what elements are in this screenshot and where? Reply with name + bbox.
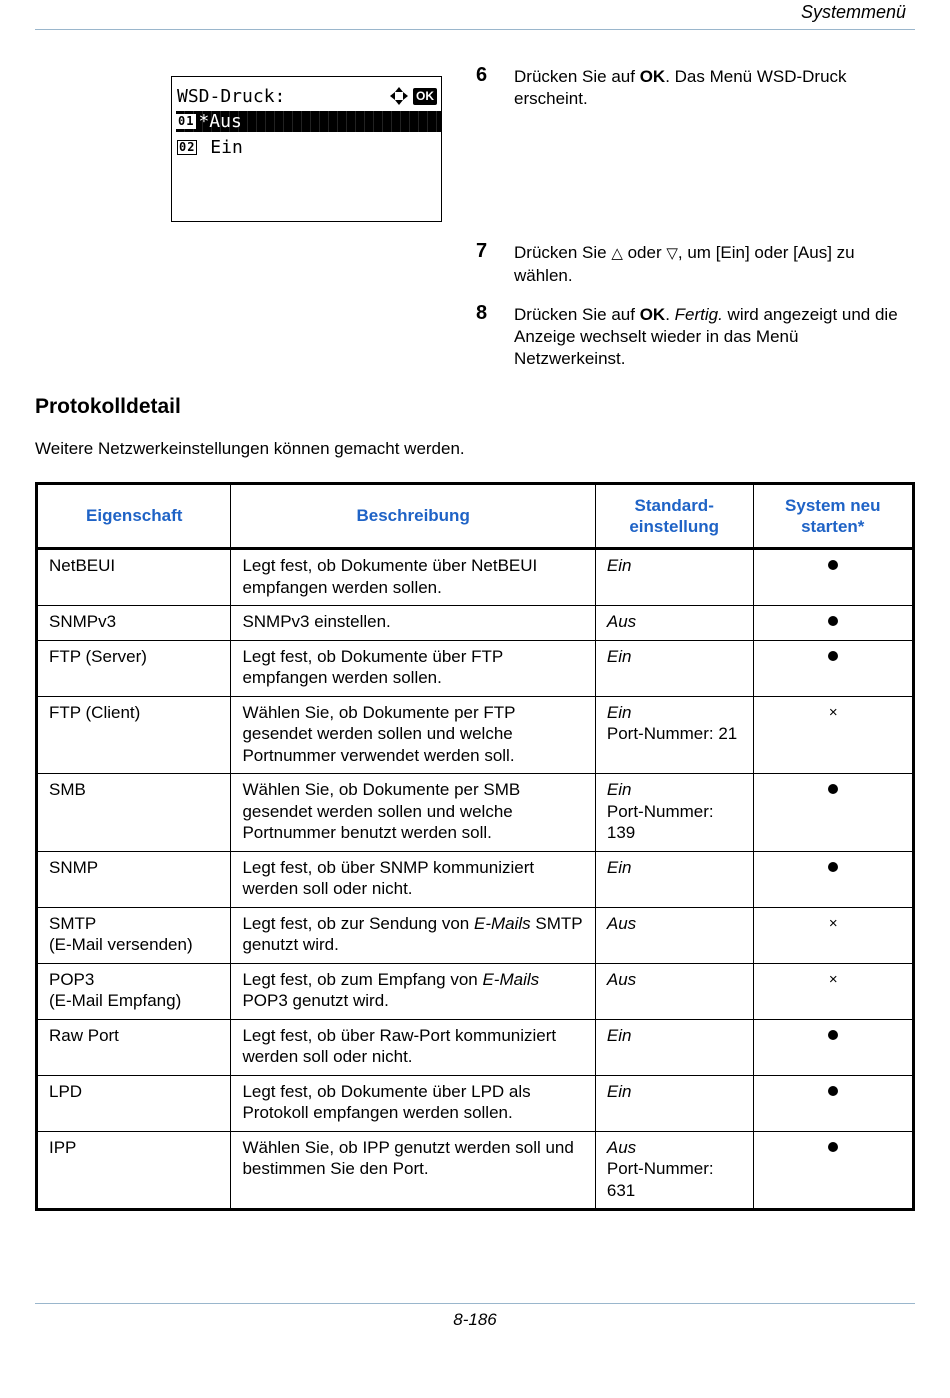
bullet-dot-icon — [828, 784, 838, 794]
step-text: Drücken Sie auf OK. Fertig. wird angezeigt und die Anzeige wechselt wieder in das Menü Netzwerkeinst. — [514, 305, 898, 368]
bullet-dot-icon — [828, 1030, 838, 1040]
restart-cell — [753, 549, 913, 606]
restart-cell — [753, 907, 913, 963]
lcd-option-number: 02 — [179, 140, 196, 154]
footer-divider — [35, 1303, 915, 1304]
property-cell: SNMPv3 — [37, 606, 231, 641]
property-cell: SMTP (E-Mail versenden) — [37, 907, 231, 963]
cross-mark: × — [828, 703, 838, 721]
restart-cell — [753, 606, 913, 641]
bullet-dot-icon — [828, 616, 838, 626]
default-cell: Ein Port-Nummer: 21 — [595, 696, 753, 774]
property-cell: SMB — [37, 774, 231, 852]
restart-cell — [753, 851, 913, 907]
restart-cell — [753, 1131, 913, 1210]
column-header-restart: System neu starten* — [753, 484, 913, 549]
table-row — [37, 549, 914, 606]
lcd-option-label: Ein — [199, 137, 243, 158]
description-cell: Wählen Sie, ob Dokumente per SMB gesendet werden sollen und welche Portnummer benutzt werden soll. — [231, 774, 595, 852]
table-row — [37, 963, 914, 1019]
table-row — [37, 851, 914, 907]
table-row — [37, 1019, 914, 1075]
description-cell: Wählen Sie, ob IPP genutzt werden soll und bestimmen Sie den Port. — [231, 1131, 595, 1210]
table-row — [37, 696, 914, 774]
default-cell: Aus — [595, 907, 753, 963]
property-cell: FTP (Server) — [37, 640, 231, 696]
lcd-option-number: 01 — [178, 114, 195, 128]
lcd-option — [177, 137, 441, 158]
column-header-default: Standard- einstellung — [595, 484, 753, 549]
default-cell: Ein — [595, 1075, 753, 1131]
table-header-row — [37, 484, 914, 549]
restart-cell — [753, 696, 913, 774]
property-cell: NetBEUI — [37, 549, 231, 606]
lcd-title: WSD-Druck: — [177, 86, 286, 107]
description-cell: SNMPv3 einstellen. — [231, 606, 595, 641]
lcd-option-label: *Aus — [198, 111, 242, 132]
property-cell: LPD — [37, 1075, 231, 1131]
default-cell: Ein Port-Nummer: 139 — [595, 774, 753, 852]
default-cell: Aus — [595, 963, 753, 1019]
description-cell: Legt fest, ob Dokumente über NetBEUI empfangen werden sollen. — [231, 549, 595, 606]
header-divider — [35, 29, 915, 30]
table-row — [37, 907, 914, 963]
default-cell: Aus Port-Nummer: 631 — [595, 1131, 753, 1210]
section-intro: Weitere Netzwerkeinstellungen können gemacht werden. — [35, 439, 465, 458]
property-cell: Raw Port — [37, 1019, 231, 1075]
ok-key-icon: OK — [413, 88, 437, 105]
bullet-dot-icon — [828, 651, 838, 661]
four-way-arrow-icon — [389, 86, 409, 106]
default-cell: Ein — [595, 640, 753, 696]
property-cell: SNMP — [37, 851, 231, 907]
step-number: 7 — [476, 240, 488, 262]
description-cell: Wählen Sie, ob Dokumente per FTP gesendet werden sollen und welche Portnummer verwendet werden soll. — [231, 696, 595, 774]
cross-mark: × — [828, 970, 838, 988]
table-row — [37, 774, 914, 852]
property-cell: IPP — [37, 1131, 231, 1210]
bullet-dot-icon — [828, 1086, 838, 1096]
default-cell: Ein — [595, 549, 753, 606]
restart-cell — [753, 774, 913, 852]
up-triangle-icon: △ — [611, 245, 623, 262]
step-number: 6 — [476, 64, 488, 86]
cross-mark: × — [828, 914, 838, 932]
description-cell: Legt fest, ob zum Empfang von E-Mails POP3 genutzt wird. — [231, 963, 595, 1019]
column-header-property: Eigenschaft — [37, 484, 231, 549]
table-row — [37, 1131, 914, 1210]
description-cell: Legt fest, ob Dokumente über FTP empfangen werden sollen. — [231, 640, 595, 696]
down-triangle-icon: ▽ — [666, 245, 678, 262]
default-cell: Ein — [595, 851, 753, 907]
step-text: Drücken Sie auf OK. Das Menü WSD-Druck erscheint. — [514, 67, 847, 108]
restart-cell — [753, 640, 913, 696]
default-cell: Aus — [595, 606, 753, 641]
page-number: 8-186 — [453, 1310, 497, 1329]
restart-cell — [753, 1075, 913, 1131]
property-cell: FTP (Client) — [37, 696, 231, 774]
default-cell: Ein — [595, 1019, 753, 1075]
column-header-description: Beschreibung — [231, 484, 595, 549]
running-header: Systemmenü — [800, 2, 906, 22]
description-cell: Legt fest, ob Dokumente über LPD als Protokoll empfangen werden sollen. — [231, 1075, 595, 1131]
bullet-dot-icon — [828, 560, 838, 570]
table-row — [37, 606, 914, 641]
description-cell: Legt fest, ob über Raw-Port kommuniziert werden soll oder nicht. — [231, 1019, 595, 1075]
step-number: 8 — [476, 302, 488, 324]
property-cell: POP3 (E-Mail Empfang) — [37, 963, 231, 1019]
description-cell: Legt fest, ob über SNMP kommuniziert werden soll oder nicht. — [231, 851, 595, 907]
section-title: Protokolldetail — [35, 395, 181, 418]
lcd-option-selected — [176, 111, 441, 132]
protocol-detail-table — [35, 482, 915, 1211]
step-text: Drücken Sie △ oder ▽, um [Ein] oder [Aus] zu wählen. — [514, 243, 855, 285]
restart-cell — [753, 963, 913, 1019]
lcd-nav-icons — [389, 86, 437, 106]
bullet-dot-icon — [828, 862, 838, 872]
table-row — [37, 1075, 914, 1131]
lcd-display — [171, 76, 442, 222]
bullet-dot-icon — [828, 1142, 838, 1152]
table-row — [37, 640, 914, 696]
description-cell: Legt fest, ob zur Sendung von E-Mails SMTP genutzt wird. — [231, 907, 595, 963]
restart-cell — [753, 1019, 913, 1075]
